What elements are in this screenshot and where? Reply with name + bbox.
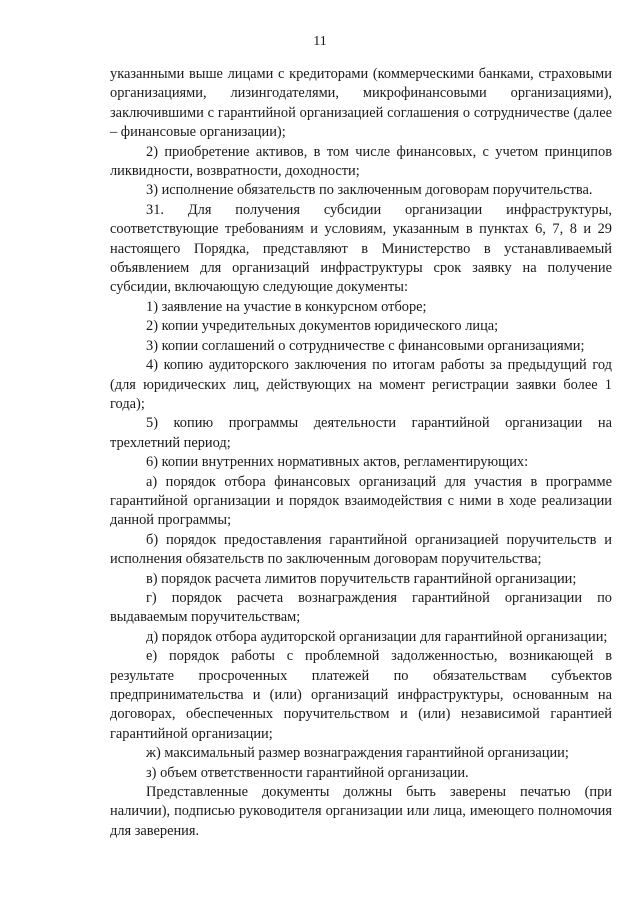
sublist-item-zh: ж) максимальный размер вознаграждения гарантийной организации; [146, 745, 569, 762]
sublist-item-a: а) порядок отбора финансовых организаций для участия в программе гарантийной организации и порядок взаимодействия с ними в ходе реализации данной программы; [110, 473, 612, 529]
sublist-item-e: е) порядок работы с проблемной задолженностью, возникающей в результате просроченных платежей по обязательствам субъектов предпринимательства и (или) организаций инфраструктуры, основанным на договорах, обеспеченных поручительством и (или) независимой гарантией гарантийной организации; [110, 648, 612, 742]
sublist-item-b: б) порядок предоставления гарантийной организацией поручительств и исполнения обязательств по заключенным договорам поручительства; [110, 531, 612, 568]
paragraph-continuation: указанными выше лицами с кредиторами (коммерческими банками, страховыми организациями, лизингодателями, микрофинансовыми организациями), заключившими с гарантийной организацией соглашения о сотрудничестве (далее – финансовые организации); [110, 66, 612, 141]
list-item-3: 3) копии соглашений о сотрудничестве с финансовыми организациями; [146, 337, 585, 354]
paragraph-clause-31: 31. Для получения субсидии организации инфраструктуры, соответствующие требованиям и условиям, указанным в пунктах 6, 7, 8 и 29 настоящего Порядка, представляют в Министерство в устанавливаемый объявлением для организаций инфраструктуры срок заявку на получение субсидии, включающую следующие документы: [110, 201, 612, 296]
list-item-4: 4) копию аудиторского заключения по итогам работы за предыдущий год (для юридических лиц, действующих на момент регистрации заявки более 1 года); [110, 357, 612, 412]
list-item-2: 2) копии учредительных документов юридического лица; [146, 318, 499, 335]
paragraph-item-2: 2) приобретение активов, в том числе финансовых, с учетом принципов ликвидности, возвратности, доходности; [110, 143, 612, 180]
sublist-item-g: г) порядок расчета вознаграждения гарантийной организации по выдаваемым поручительствам; [110, 589, 612, 626]
document-body [110, 65, 612, 841]
paragraph-certification: Представленные документы должны быть заверены печатью (при наличии), подписью руководителя организации или лица, имеющего полномочия для заверения. [110, 784, 612, 839]
page-number: 11 [313, 34, 327, 49]
list-item-6: 6) копии внутренних нормативных актов, регламентирующих: [146, 454, 529, 471]
list-item-5: 5) копию программы деятельности гарантийной организации на трехлетний период; [110, 415, 612, 451]
sublist-item-z: з) объем ответственности гарантийной организации. [146, 764, 469, 781]
paragraph-item-3: 3) исполнение обязательств по заключенным договорам поручительства. [146, 182, 593, 199]
sublist-item-v: в) порядок расчета лимитов поручительств гарантийной организации; [146, 570, 577, 587]
sublist-item-d: д) порядок отбора аудиторской организации для гарантийной организации; [146, 628, 608, 645]
list-item-1: 1) заявление на участие в конкурсном отборе; [146, 298, 427, 315]
